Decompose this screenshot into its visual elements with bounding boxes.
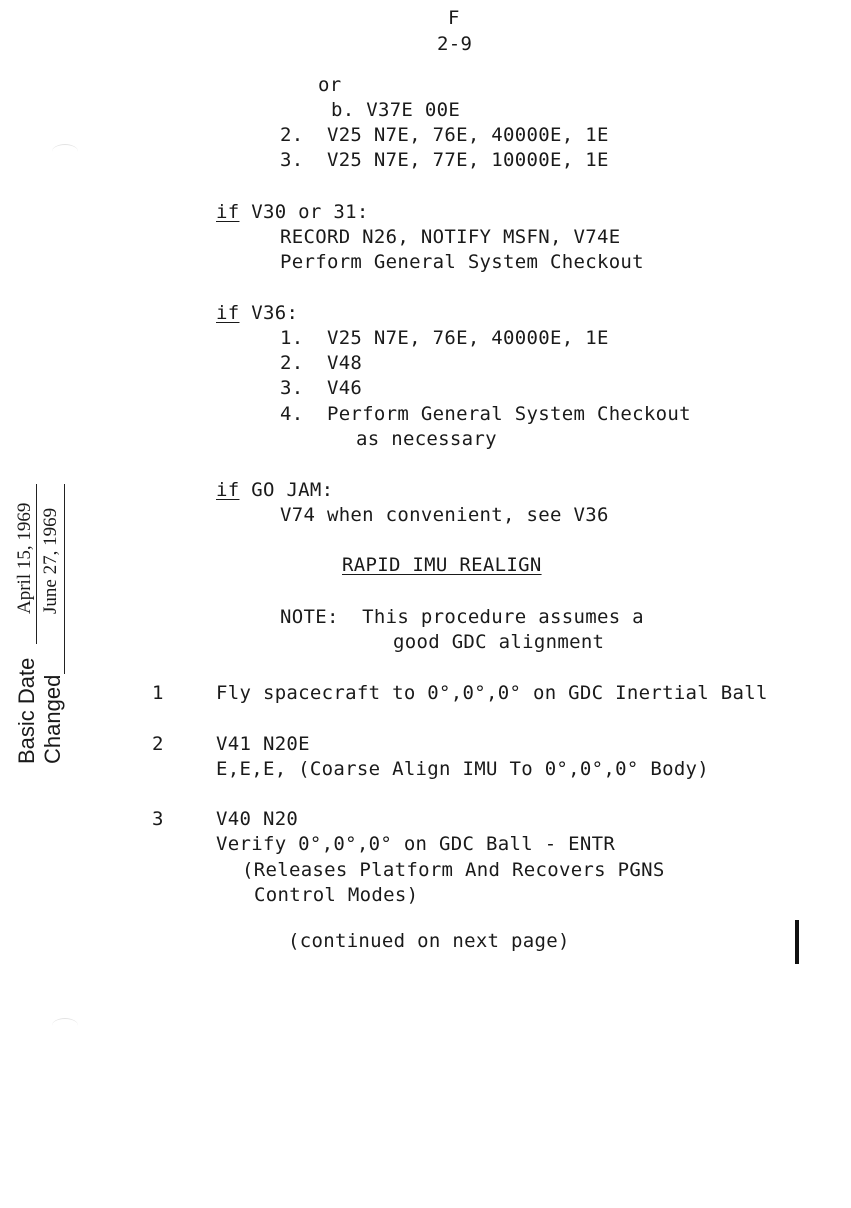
header-letter: F (448, 7, 460, 29)
basic-date-label: Basic Date (14, 657, 39, 764)
if-keyword: if (216, 479, 240, 501)
if-keyword: if (216, 201, 240, 223)
if-v36-heading (216, 301, 298, 326)
punch-hole-mark (52, 144, 78, 159)
note-line: good GDC alignment (393, 631, 605, 653)
changed-value: June 27, 1969 (40, 507, 61, 614)
step-number: 1 (152, 682, 164, 704)
text-line: 3. V46 (280, 377, 363, 399)
step-text: E,E,E, (Coarse Align IMU To 0°,0°,0° Body) (216, 758, 710, 780)
continued-note: (continued on next page) (288, 930, 570, 952)
step-text: Verify 0°,0°,0° on GDC Ball - ENTR (216, 833, 616, 855)
date-sidebar (14, 404, 70, 764)
text-line: 4. Perform General System Checkout (280, 403, 691, 425)
changed-rule (64, 484, 65, 674)
basic-date-rule (36, 484, 37, 644)
step-text: V40 N20 (216, 808, 299, 830)
text-line: 1. V25 N7E, 76E, 40000E, 1E (280, 327, 609, 349)
text-line: 2. V48 (280, 352, 363, 374)
text-line: 3. V25 N7E, 77E, 10000E, 1E (280, 149, 609, 171)
if-v30-heading (216, 200, 369, 225)
basic-date-row (14, 658, 40, 764)
step-number: 2 (152, 733, 164, 755)
if-gojam-heading (216, 478, 333, 503)
text-line: as necessary (356, 428, 497, 450)
text-line: RECORD N26, NOTIFY MSFN, V74E (280, 226, 621, 248)
changed-row (40, 675, 66, 764)
date-sidebar-rotated (14, 404, 70, 764)
note-line: NOTE: This procedure assumes a (280, 606, 644, 628)
step-text: Control Modes) (254, 884, 419, 906)
if-condition: V30 or 31: (239, 201, 369, 223)
text-line: Perform General System Checkout (280, 251, 644, 273)
section-title: RAPID IMU REALIGN (342, 554, 542, 576)
step-text: V41 N20E (216, 733, 310, 755)
if-keyword: if (216, 302, 240, 324)
if-condition: GO JAM: (239, 479, 334, 501)
text-line: or (318, 74, 342, 96)
page-number: 2-9 (437, 33, 473, 55)
step-text: Fly spacecraft to 0°,0°,0° on GDC Inertial Ball (216, 682, 768, 704)
if-condition: V36: (239, 302, 299, 324)
text-line: b. V37E 00E (331, 99, 461, 121)
changed-label: Changed (40, 674, 65, 764)
basic-date-value: April 15, 1969 (14, 502, 35, 614)
punch-hole-mark (52, 1018, 78, 1033)
change-bar (795, 920, 799, 964)
step-text: (Releases Platform And Recovers PGNS (242, 859, 665, 881)
text-line: V74 when convenient, see V36 (280, 504, 609, 526)
step-number: 3 (152, 808, 164, 830)
text-line: 2. V25 N7E, 76E, 40000E, 1E (280, 124, 609, 146)
